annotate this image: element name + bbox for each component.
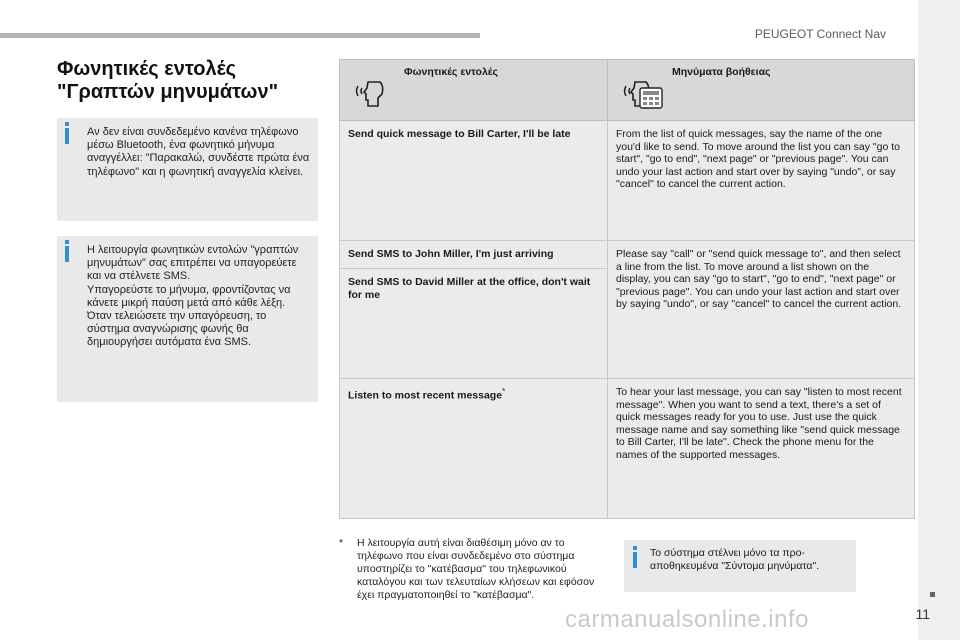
command-text: Listen to most recent message (348, 389, 503, 402)
brand-label: PEUGEOT Connect Nav (754, 27, 886, 41)
info-note-dictation (57, 236, 318, 402)
command-cell: Send SMS to John Miller, I'm just arriving (340, 241, 608, 269)
info-note-quick-messages (624, 540, 856, 592)
info-note-bluetooth (57, 118, 318, 221)
page-title: Φωνητικές εντολές "Γραπτών μηνυμάτων" (57, 58, 279, 103)
help-cell: To hear your last message, you can say "listen to most recent message". When you want to send a text, there's a set of quick messages ready for you to use. Just use the quick message name and say something like "send quick message to Bill Carter, I'll be late". Check the phone menu for the names of the supported messages. (608, 379, 915, 519)
page-marker (930, 592, 935, 597)
command-cell (340, 379, 608, 519)
info-icon (633, 552, 637, 568)
help-cell: Please say "call" or "send quick message to", and then select a line from the list. To move around a list shown on the display, you can say "go to start", "go to end", "next page" or "previous page". You can undo your last action and start over by saying "undo", or say "cancel" to cancel the current action. (608, 241, 915, 379)
help-cell: From the list of quick messages, say the name of the one you'd like to send. To move around the list you can say "go to start", "go to end", "next page" or "previous page". You can undo your last action and start over by saying "undo", or say "cancel" to cancel the current action. (608, 121, 915, 241)
info-note-text: Αν δεν είναι συνδεδεμένο κανένα τηλέφωνο μέσω Bluetooth, ένα φωνητικό μήνυμα αναγγέλλει: "Παρακαλώ, συνδέστε πρώτα ένα τηλέφωνο" και η φωνητική αναγγελία κλείνει. (87, 126, 310, 178)
footnote-mark: * (502, 387, 506, 396)
help-messages-icon (622, 78, 666, 112)
command-cell: Send quick message to Bill Carter, I'll be late (340, 121, 608, 241)
command-cell: Send SMS to David Miller at the office, don't wait for me (340, 269, 608, 379)
info-note-text: Η λειτουργία φωνητικών εντολών "γραπτών μηνυμάτων" σας επιτρέπει να υπαγορεύετε και να στέλνετε SMS. Υπαγορεύστε το μήνυμα, φροντίζοντας να κάνετε μικρή παύση μετά από κάθε λέξη. Όταν τελειώσετε την υπαγόρευση, το σύστημα αναγνώρισης φωνής θα δημιουργήσει αυτόματα ένα SMS. (87, 244, 299, 349)
info-icon (65, 128, 69, 144)
footnote-text: Η λειτουργία αυτή είναι διαθέσιμη μόνο αν το τηλέφωνο που είναι συνδεδεμένο στο σύστημα υποστηρίζει το "κατέβασμα" του τηλεφωνικού καταλόγου και των τελευταίων κλήσεων και εφόσον έχει πραγματοποιηθεί το "κατέβασμα". (357, 537, 595, 601)
column-header-commands: Φωνητικές εντολές (340, 60, 608, 121)
column-header-help: Μηνύματα βοήθειας (608, 60, 915, 121)
voice-commands-table (339, 59, 915, 519)
table-row (340, 121, 915, 241)
voice-command-icon (354, 80, 388, 110)
table-header-row (340, 60, 915, 121)
watermark: carmanualsonline.info (565, 606, 809, 633)
info-icon (65, 246, 69, 262)
table-row (340, 379, 915, 519)
page-number: 11 (915, 606, 930, 622)
table-row (340, 241, 915, 269)
footnote-mark: * (339, 537, 344, 549)
footnote (339, 537, 599, 602)
header-rule (0, 33, 480, 38)
info-note-text: Το σύστημα στέλνει μόνο τα προ-αποθηκευμένα "Σύντομα μηνύματα". (650, 547, 820, 572)
page-edge-strip (918, 0, 960, 640)
